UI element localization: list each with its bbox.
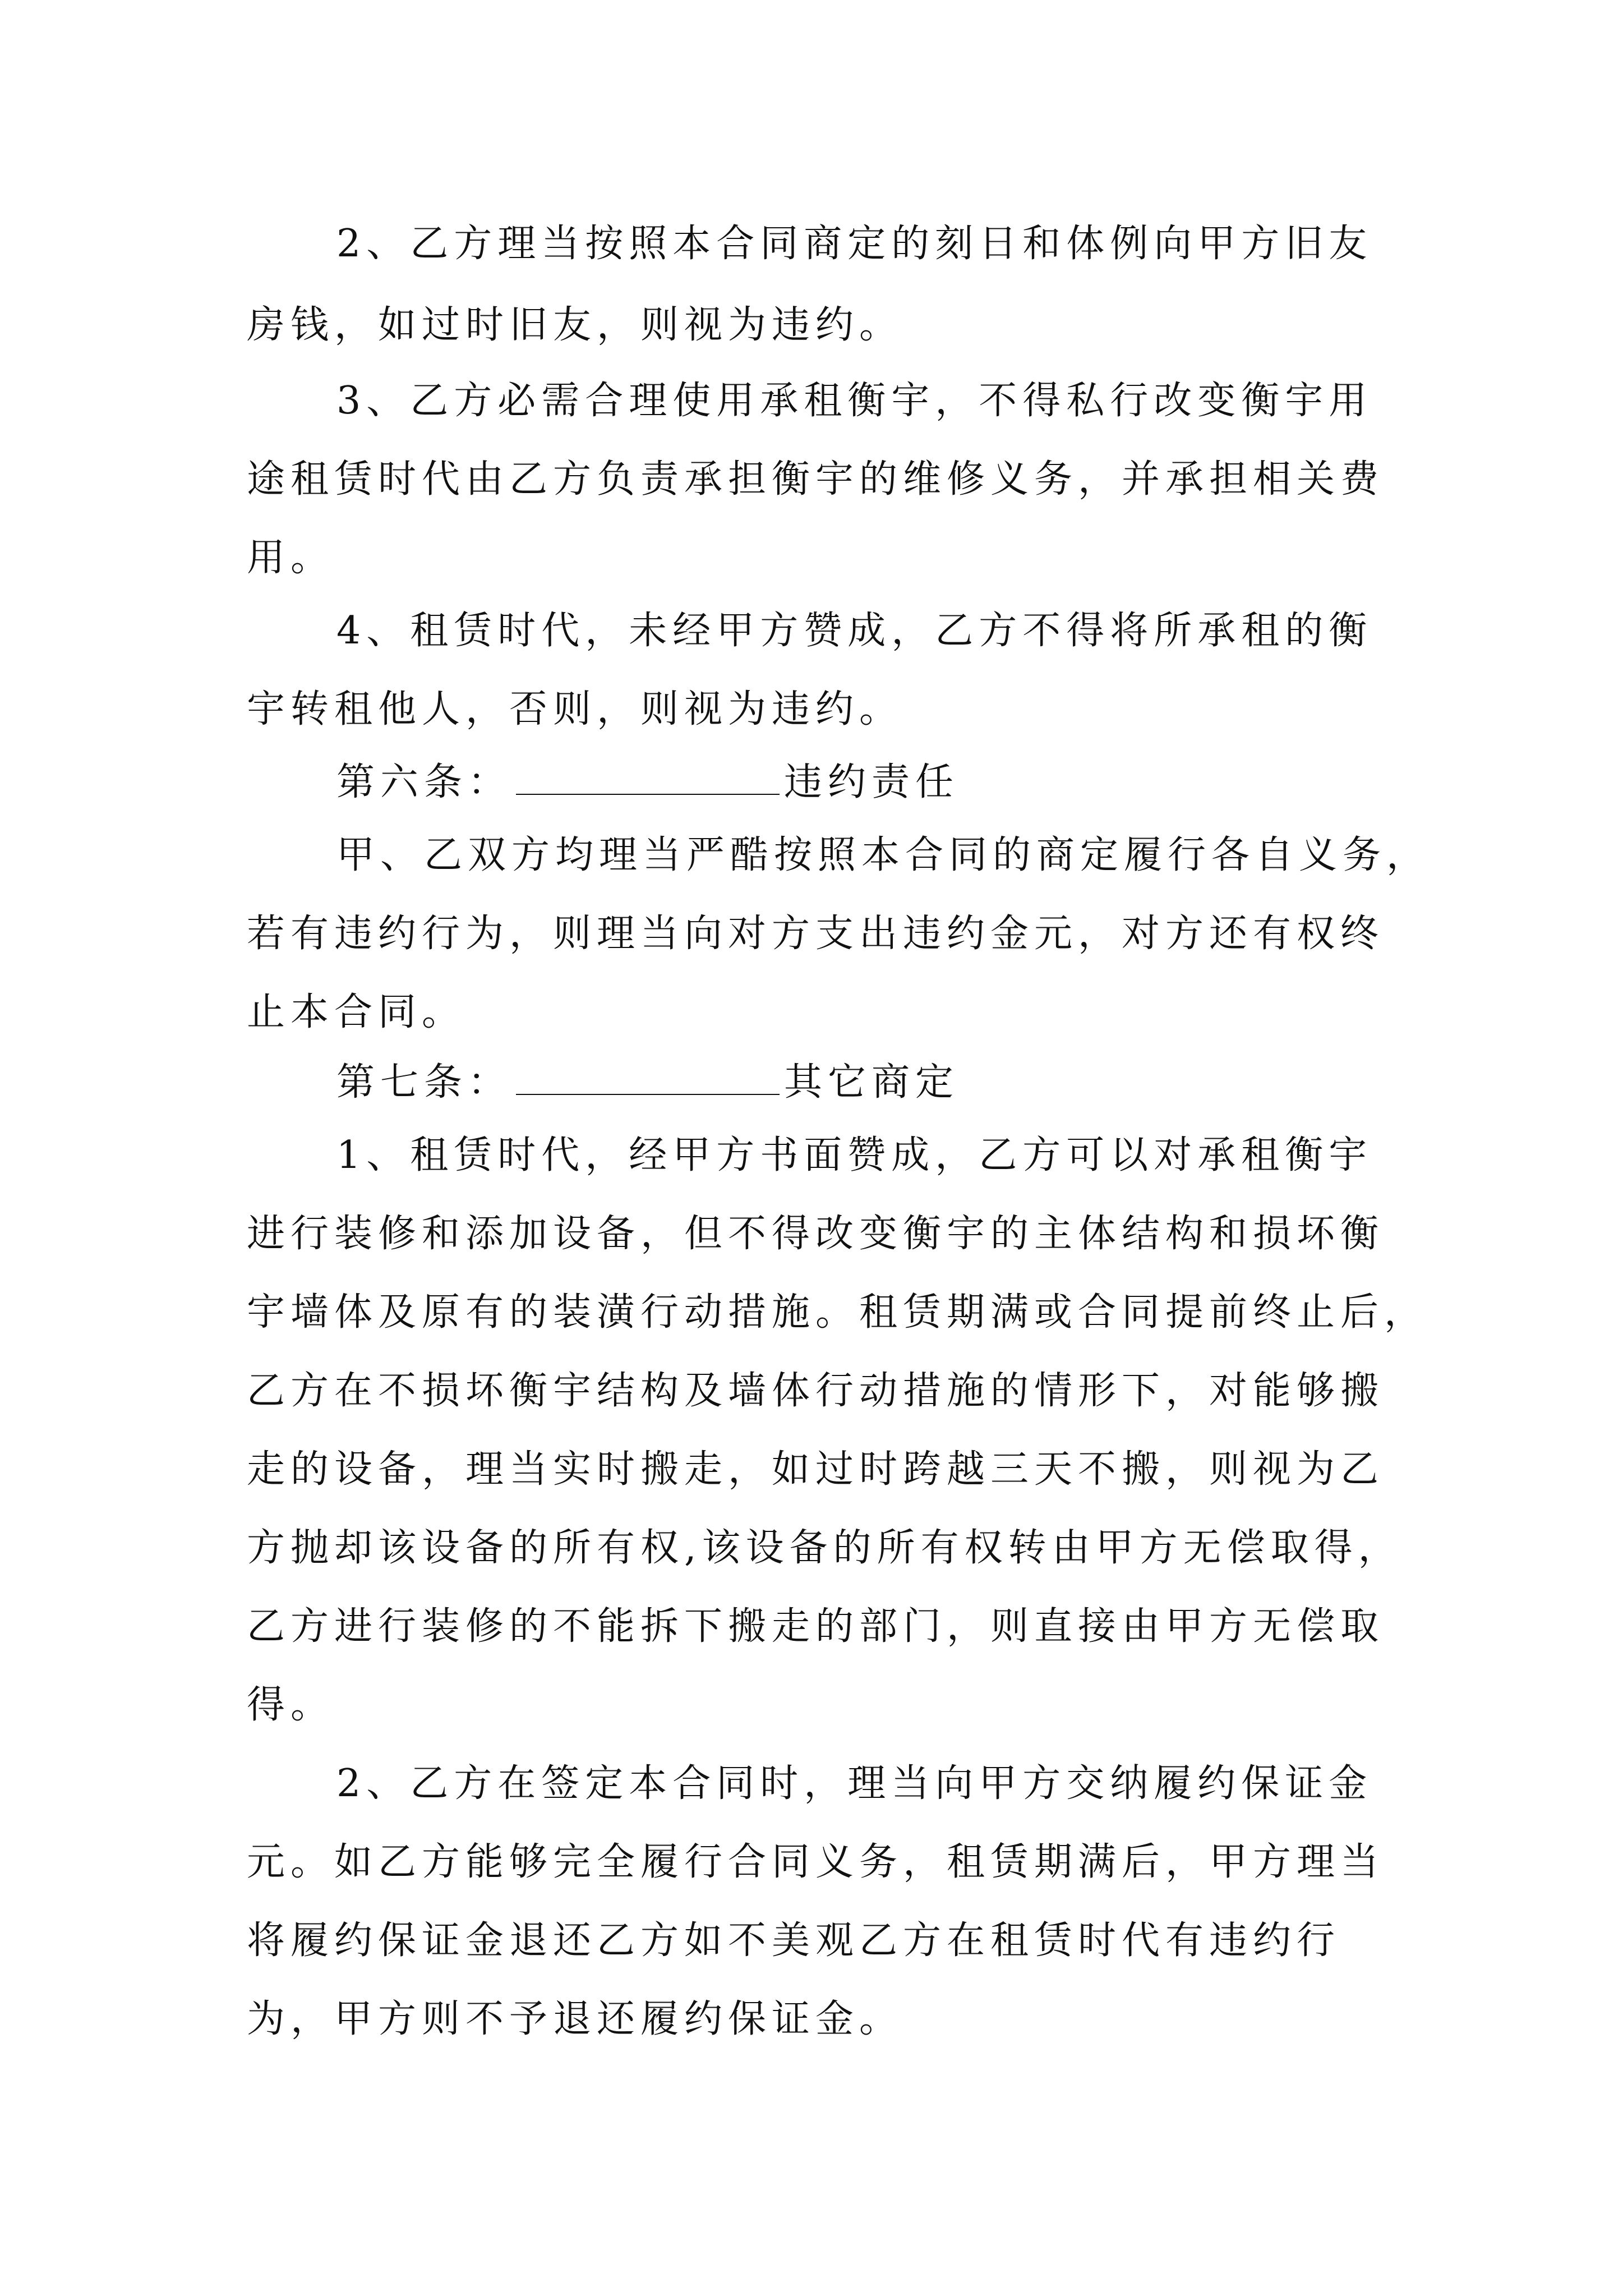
paragraph-1-line-2: 房钱，如过时旧友，则视为违约。: [247, 303, 903, 347]
paragraph-6-line-3: 将履约保证金退还乙方如不美观乙方在租赁时代有违约行: [247, 1918, 1341, 1963]
article-6-number: 第六条：: [336, 760, 512, 804]
paragraph-5-line-5: 走的设备，理当实时搬走，如过时跨越三天不搬，则视为乙: [247, 1447, 1385, 1492]
paragraph-4-line-1: 甲、乙双方均理当严酷按照本合同的商定履行各自义务，: [336, 833, 1431, 877]
article-6-blank-line: [516, 761, 780, 795]
paragraph-5-line-1: 1、租赁时代，经甲方书面赞成，乙方可以对承租衡宇: [336, 1133, 1373, 1177]
paragraph-2-line-1: 3、乙方必需合理使用承租衡宇，不得私行改变衡宇用: [336, 379, 1373, 423]
paragraph-5-line-3: 宇墙体及原有的装潢行动措施。租赁期满或合同提前终止后，: [247, 1290, 1428, 1335]
paragraph-6-line-4: 为，甲方则不予退还履约保证金。: [247, 1997, 903, 2041]
paragraph-3-line-2: 宇转租他人，否则，则视为违约。: [247, 687, 903, 731]
article-6-title: 违约责任: [784, 760, 960, 804]
paragraph-6-line-1: 2、乙方在签定本合同时，理当向甲方交纳履约保证金: [336, 1761, 1373, 1806]
article-6-heading: [336, 754, 959, 811]
paragraph-4-line-2: 若有违约行为，则理当向对方支出违约金元，对方还有权终: [247, 912, 1385, 956]
paragraph-5-line-2: 进行装修和添加设备，但不得改变衡宇的主体结构和损坏衡: [247, 1212, 1385, 1256]
article-7-number: 第七条：: [336, 1060, 512, 1105]
paragraph-4-line-3: 止本合同。: [247, 990, 466, 1034]
paragraph-3-line-1: 4、租赁时代，未经甲方赞成，乙方不得将所承租的衡: [336, 609, 1373, 653]
paragraph-2-line-3: 用。: [247, 536, 335, 580]
article-7-title: 其它商定: [784, 1060, 960, 1105]
paragraph-5-line-7: 乙方进行装修的不能拆下搬走的部门，则直接由甲方无偿取: [247, 1604, 1385, 1649]
paragraph-6-line-2: 元。如乙方能够完全履行合同义务，租赁期满后，甲方理当: [247, 1840, 1385, 1884]
paragraph-2-line-2: 途租赁时代由乙方负责承担衡宇的维修义务，并承担相关费: [247, 457, 1385, 501]
paragraph-5-line-4: 乙方在不损坏衡宇结构及墙体行动措施的情形下，对能够搬: [247, 1369, 1385, 1413]
article-7-blank-line: [516, 1061, 780, 1095]
article-7-heading: [336, 1055, 959, 1111]
paragraph-1-line-1: 2、乙方理当按照本合同商定的刻日和体例向甲方旧友: [336, 222, 1373, 266]
paragraph-5-line-6: 方抛却该设备的所有权,该设备的所有权转由甲方无偿取得，: [247, 1526, 1402, 1570]
paragraph-5-line-8: 得。: [247, 1683, 335, 1727]
